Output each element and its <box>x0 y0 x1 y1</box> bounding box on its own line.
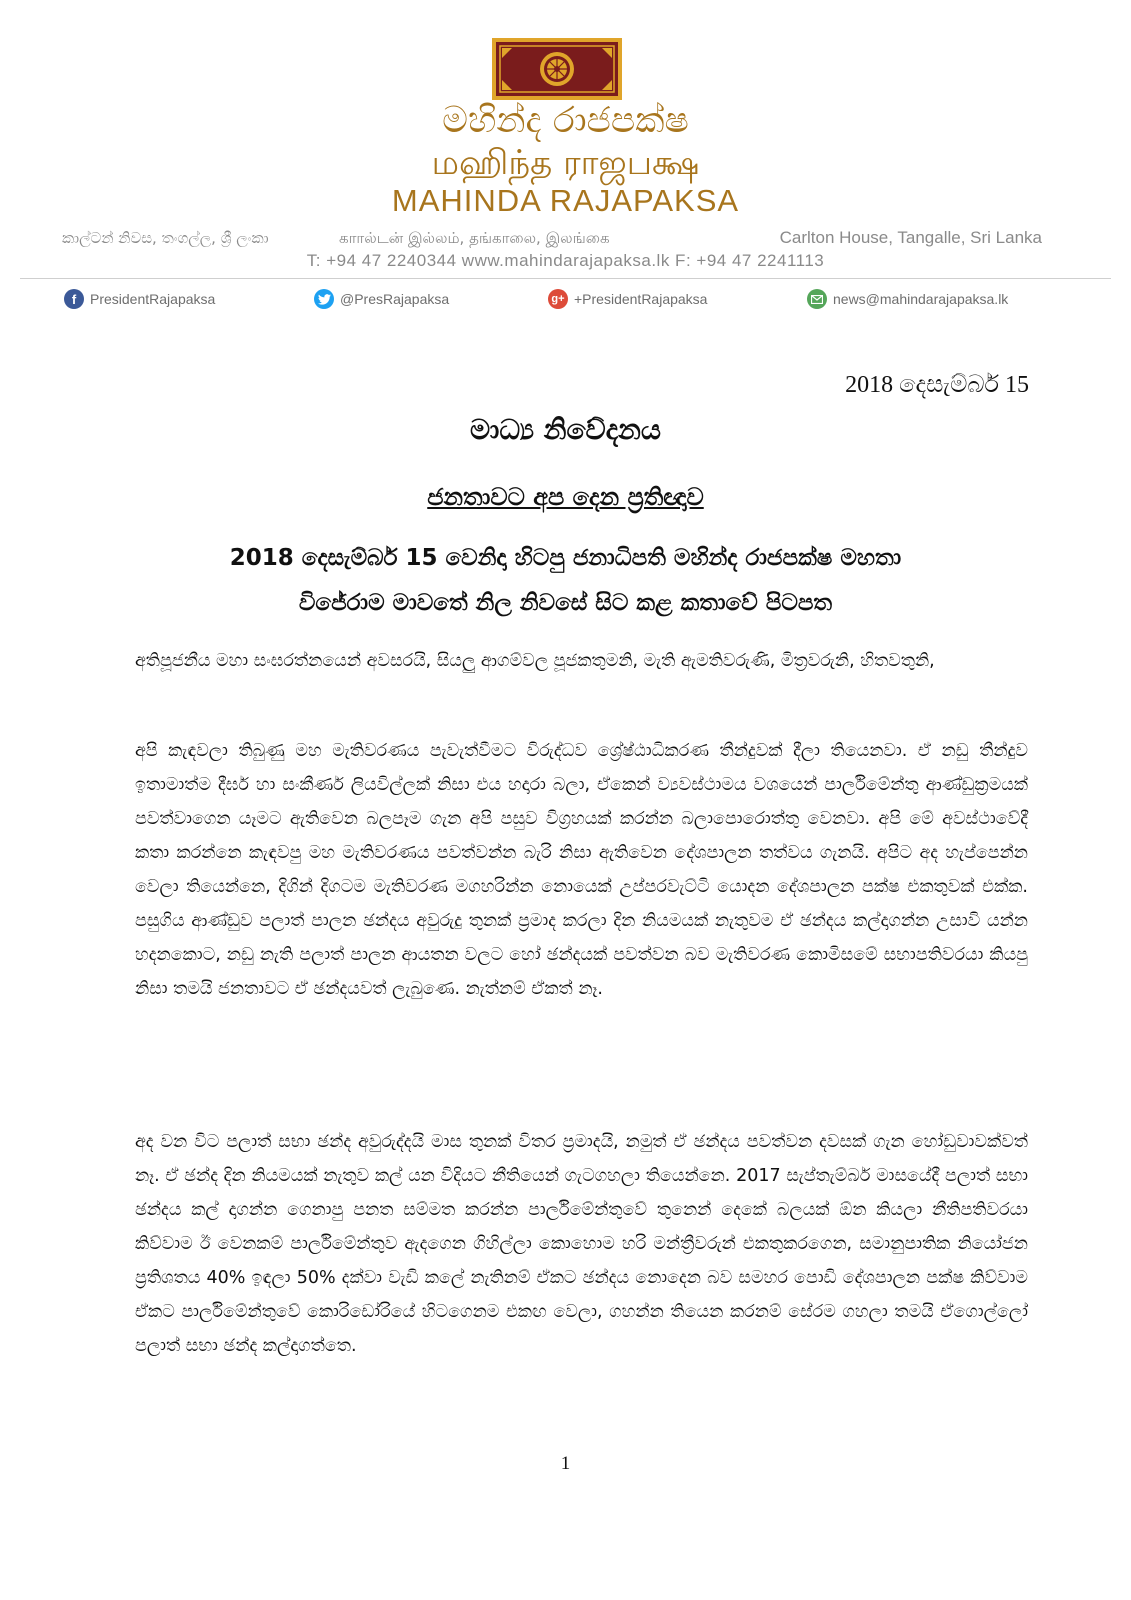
email-link[interactable] <box>807 289 1008 309</box>
dharma-wheel-emblem-icon <box>492 38 622 100</box>
letterhead <box>0 0 1131 320</box>
document-type: මාධ්‍ය නිවේදනය <box>470 413 661 446</box>
paragraph-greeting: අතිපූජනීය මහා සංඝරත්නයෙන් අවසරයි, සියලු ආගම්වල පූජකතුමනි, මැති ඇමතිවරුණි, මිත්‍රවරුනි, හිතවතුනි, <box>135 651 935 671</box>
twitter-link[interactable] <box>314 289 449 309</box>
twitter-icon <box>314 289 334 309</box>
google-plus-handle: +PresidentRajapaksa <box>574 291 708 307</box>
page-number: 1 <box>560 1453 571 1474</box>
address-tamil: காால்டன் இல்லம், தங்காலை, இலங்கை <box>339 229 610 247</box>
document-title: ජනතාවට අප දෙන ප්‍රතිඥාව <box>427 483 704 511</box>
facebook-icon: f <box>64 289 84 309</box>
address-sinhala: කාල්ටන් නිවස, තංගල්ල, ශ්‍රී ලංකා <box>62 229 269 247</box>
header-divider <box>20 278 1111 279</box>
google-plus-link[interactable] <box>548 289 707 309</box>
facebook-handle: PresidentRajapaksa <box>90 291 216 307</box>
document-subtitle-line-1: 2018 දෙසැම්බර් 15 වෙනිදා හිටපු ජනාධිපති මහින්ද රාජපක්ෂ මහතා <box>229 545 902 571</box>
paragraph-body-2: අද වන විට පලාත් සභා ඡන්ද අවුරුද්දයි මාස තුනක් විතර ප්‍රමාදයි, නමුත් ඒ ඡන්දය පවත්වන දවසක් ගැන හෝඩුවාවක්වත් නෑ. ඒ ඡන්ද දින නියමයක් නැතුව කල් යන විදියට නීතියෙන් ගැටගහලා තියෙන්නෙ. 2017 සැප්තැම්බර් මාසයේදී පලාත් සභා ඡන්දය කල් දාගන්න ගෙනාපු පනත සම්මත කරන්න පාර්ලිමේන්තුවේ තුනෙන් දෙකේ බලයක් ඕන කියලා නීතිපතිවරයා කිව්වාම ඊ වෙනකම් පාර්ලිමේන්තුව ඇදගෙන ගිහිල්ලා කොහොම හරි මන්ත්‍රීවරුන් එකතුකරගෙන, සමානුපාතික නියෝජන ප්‍රතිශතය 40% ඉඳලා 50% දක්වා වැඩි කලේ නැතිනම් ඒකට ඡන්දය නොදෙන බව සමහර පොඩි දේශපාලන පක්ෂ කිව්වාම ඒකට පාර්ලිමේන්තුවේ කොරිඩෝරියේ හිටගෙනම එකඟ වෙලා, ගහන්න තියෙන කරනම් සේරම ගහලා තමයි ඒගොල්ලෝ පලාත් සභා ඡන්ද කල්දාගත්තෙ. <box>135 1132 1028 1356</box>
address-english: Carlton House, Tangalle, Sri Lanka <box>779 228 1042 247</box>
email-address: news@mahindarajapaksa.lk <box>833 291 1009 307</box>
name-sinhala: මහින්ද රාජපක්ෂ <box>442 100 689 141</box>
email-icon <box>807 289 827 309</box>
name-tamil: மஹிந்த ராஜபக்ஷ <box>431 143 700 183</box>
contact-line: T: +94 47 2240344 www.mahindarajapaksa.lk F: +94 47 2241113 <box>306 251 825 270</box>
document-date: 2018 දෙසැම්බර් 15 <box>845 372 1029 398</box>
facebook-link[interactable] <box>64 289 215 309</box>
name-english: MAHINDA RAJAPAKSA <box>391 183 740 218</box>
paragraph-body-1: අපි කැඳවලා තිබුණු මහ මැතිවරණය පැවැත්වීමට විරුද්ධව ශ්‍රේෂ්ඨාධිකරණ තීන්දුවක් දීලා තියෙනවා. ඒ නඩු තීන්දුව ඉතාමාත්ම දීර්ඝ හා සංකීර්ණ ලියවිල්ලක් නිසා එය හදාරා බලා, ඒකෙන් ව්‍යවස්ථාමය වශයෙන් පාර්ලිමේන්තු ආණ්ඩුක්‍රමයක් පවත්වාගෙන යෑමට ඇතිවෙන බලපෑම ගැන අපි පසුව විග්‍රහයක් කරන්න බලාපොරොත්තු වෙනවා. අපි මේ අවස්ථාවේදී කතා කරන්නෙ කැඳවපු මහ මැතිවරණය පවත්වන්න බැරි නිසා ඇතිවෙන දේශපාලන තත්වය ගැනයි. අපිට අද හැප්පෙන්න වෙලා තියෙන්නෙ, දිගින් දිගටම මැතිවරණ මගහරින්න නොයෙක් උප්පරවැට්ටි යොදන දේශපාලන පක්ෂ එකතුවක් එක්ක. පසුගිය ආණ්ඩුව පලාත් පාලන ඡන්දය අවුරුදු තුනක් ප්‍රමාද කරලා දින නියමයක් නැතුවම ඒ ඡන්දය කල්දාගන්න උසාවි යන්න හදනකොට, නඩු නැති පලාත් පාලන ආයතන වලට හෝ ඡන්දයක් පවත්වන බව මැතිවරණ කොමිසමේ සභාපතිවරයා කියපු නිසා තමයි ජනතාවට ඒ ඡන්දයවත් ලැබුණෙ. නැත්නම් ඒකත් නෑ. <box>135 741 1028 999</box>
document-subtitle-line-2: විජේරාම මාවතේ නිල නිවසේ සිට කළ කතාවේ පිටපත <box>298 590 833 616</box>
google-plus-icon: g+ <box>548 289 568 309</box>
twitter-handle: @PresRajapaksa <box>340 291 450 307</box>
